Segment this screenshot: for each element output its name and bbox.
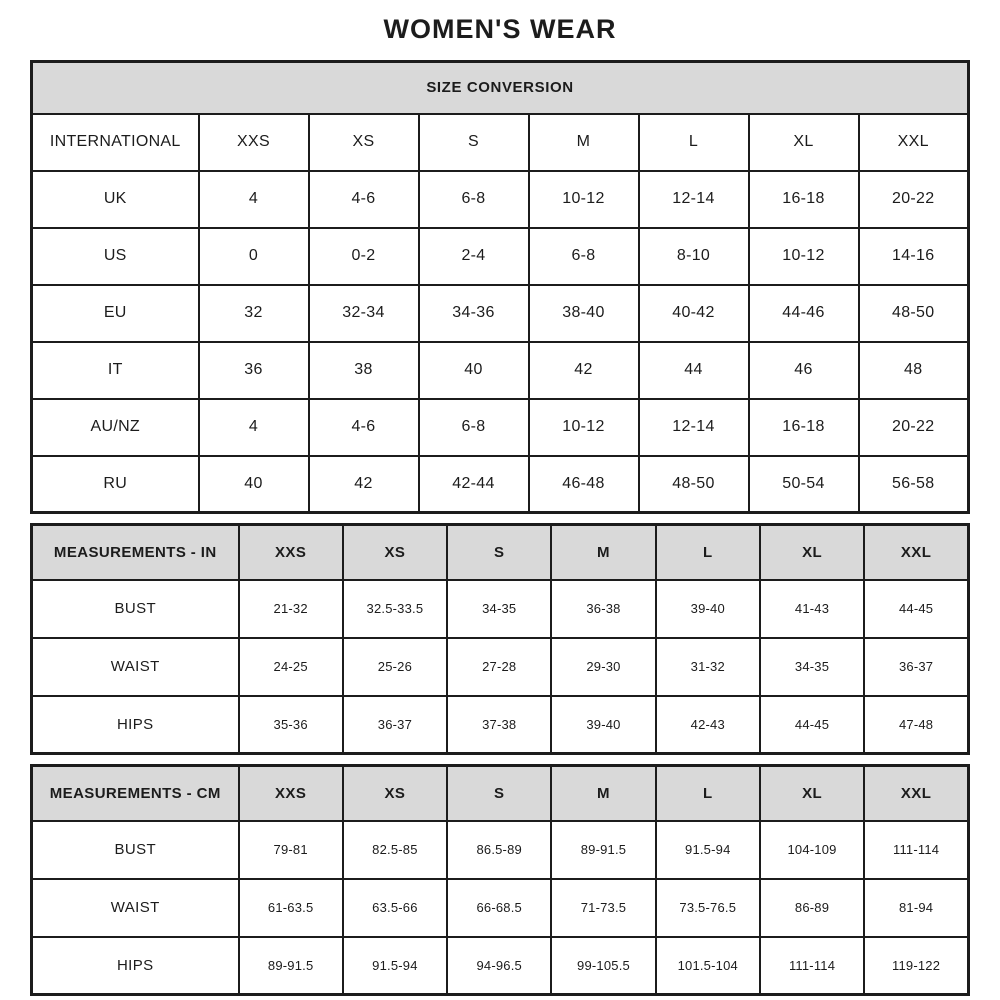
size-header-cell: XS [343, 766, 447, 821]
table-row [32, 228, 969, 285]
table-cell: 0-2 [309, 228, 419, 285]
table-cell: 82.5-85 [343, 821, 447, 879]
column-header-row [32, 525, 969, 580]
table-cell: 16-18 [749, 399, 859, 456]
page-title: WOMEN'S WEAR [383, 14, 617, 44]
row-label-cell: BUST [32, 821, 239, 879]
size-header-cell: L [656, 525, 760, 580]
column-header-row [32, 766, 969, 821]
table-cell: 35-36 [239, 696, 343, 754]
table-cell: 119-122 [864, 937, 968, 995]
size-header-cell: S [447, 525, 551, 580]
row-label-cell: UK [32, 171, 199, 228]
table-cell: 32 [199, 285, 309, 342]
row-label-cell: EU [32, 285, 199, 342]
table-cell: 38 [309, 342, 419, 399]
table-cell: 10-12 [749, 228, 859, 285]
table-cell: 20-22 [859, 399, 969, 456]
column-header-cell: XXS [199, 114, 309, 171]
table-cell: 31-32 [656, 638, 760, 696]
table-row [32, 696, 969, 754]
table-row [32, 879, 969, 937]
row-label-cell: IT [32, 342, 199, 399]
size-header-cell: XXL [864, 525, 968, 580]
row-label-cell: HIPS [32, 937, 239, 995]
table-cell: 79-81 [239, 821, 343, 879]
size-header-cell: M [551, 525, 655, 580]
measurements-in-table [30, 523, 970, 755]
table-cell: 40 [199, 456, 309, 513]
size-header-cell: XS [343, 525, 447, 580]
table-cell: 14-16 [859, 228, 969, 285]
row-label-cell: RU [32, 456, 199, 513]
table-cell: 44-45 [760, 696, 864, 754]
table-cell: 24-25 [239, 638, 343, 696]
table-cell: 73.5-76.5 [656, 879, 760, 937]
column-header-cell: XXL [859, 114, 969, 171]
table-cell: 12-14 [639, 171, 749, 228]
column-header-cell: XL [749, 114, 859, 171]
table-cell: 36-37 [864, 638, 968, 696]
table-cell: 2-4 [419, 228, 529, 285]
table-cell: 48-50 [859, 285, 969, 342]
table-cell: 42 [309, 456, 419, 513]
table-cell: 4 [199, 171, 309, 228]
table-cell: 6-8 [529, 228, 639, 285]
table-cell: 111-114 [760, 937, 864, 995]
table-cell: 48-50 [639, 456, 749, 513]
table-cell: 89-91.5 [239, 937, 343, 995]
table-cell: 39-40 [551, 696, 655, 754]
table-cell: 34-35 [447, 580, 551, 638]
row-label-cell: HIPS [32, 696, 239, 754]
table-cell: 86.5-89 [447, 821, 551, 879]
table-cell: 42 [529, 342, 639, 399]
table-cell: 39-40 [656, 580, 760, 638]
column-header-cell: L [639, 114, 749, 171]
table-row [32, 456, 969, 513]
table-cell: 42-43 [656, 696, 760, 754]
table-row [32, 821, 969, 879]
table-cell: 32-34 [309, 285, 419, 342]
table-row [32, 638, 969, 696]
table-row [32, 399, 969, 456]
table-cell: 86-89 [760, 879, 864, 937]
table-cell: 27-28 [447, 638, 551, 696]
column-header-cell: XS [309, 114, 419, 171]
row-label-cell: BUST [32, 580, 239, 638]
column-header-row [32, 114, 969, 171]
table-cell: 4-6 [309, 171, 419, 228]
measurements-cm-header: MEASUREMENTS - CM [32, 766, 239, 821]
table-cell: 4-6 [309, 399, 419, 456]
size-header-cell: M [551, 766, 655, 821]
table-cell: 29-30 [551, 638, 655, 696]
table-row [32, 937, 969, 995]
table-cell: 44-46 [749, 285, 859, 342]
table-cell: 6-8 [419, 171, 529, 228]
table-cell: 36-38 [551, 580, 655, 638]
table-cell: 10-12 [529, 399, 639, 456]
measurements-in-header: MEASUREMENTS - IN [32, 525, 239, 580]
table-cell: 61-63.5 [239, 879, 343, 937]
table-row [32, 285, 969, 342]
table-cell: 40 [419, 342, 529, 399]
table-cell: 0 [199, 228, 309, 285]
table-row [32, 342, 969, 399]
table-cell: 6-8 [419, 399, 529, 456]
table-cell: 101.5-104 [656, 937, 760, 995]
table-cell: 48 [859, 342, 969, 399]
size-header-cell: XL [760, 766, 864, 821]
table-cell: 71-73.5 [551, 879, 655, 937]
table-cell: 40-42 [639, 285, 749, 342]
table-cell: 44-45 [864, 580, 968, 638]
table-cell: 12-14 [639, 399, 749, 456]
table-cell: 34-36 [419, 285, 529, 342]
table-cell: 32.5-33.5 [343, 580, 447, 638]
table-cell: 63.5-66 [343, 879, 447, 937]
size-header-cell: XXS [239, 766, 343, 821]
table-cell: 36 [199, 342, 309, 399]
table-cell: 81-94 [864, 879, 968, 937]
table-cell: 46-48 [529, 456, 639, 513]
table-banner-row [32, 62, 969, 114]
table-cell: 10-12 [529, 171, 639, 228]
table-cell: 50-54 [749, 456, 859, 513]
column-header-cell: INTERNATIONAL [32, 114, 199, 171]
table-row [32, 171, 969, 228]
row-label-cell: WAIST [32, 638, 239, 696]
size-header-cell: XL [760, 525, 864, 580]
table-cell: 42-44 [419, 456, 529, 513]
table-cell: 41-43 [760, 580, 864, 638]
table-cell: 94-96.5 [447, 937, 551, 995]
size-conversion-table [30, 60, 970, 514]
table-cell: 91.5-94 [656, 821, 760, 879]
table-cell: 8-10 [639, 228, 749, 285]
size-header-cell: L [656, 766, 760, 821]
table-row [32, 580, 969, 638]
table-cell: 38-40 [529, 285, 639, 342]
table-cell: 56-58 [859, 456, 969, 513]
table-cell: 91.5-94 [343, 937, 447, 995]
size-conversion-header: SIZE CONVERSION [32, 62, 969, 114]
table-cell: 25-26 [343, 638, 447, 696]
size-header-cell: S [447, 766, 551, 821]
table-cell: 104-109 [760, 821, 864, 879]
row-label-cell: US [32, 228, 199, 285]
table-cell: 66-68.5 [447, 879, 551, 937]
size-header-cell: XXS [239, 525, 343, 580]
table-cell: 4 [199, 399, 309, 456]
measurements-cm-table [30, 764, 970, 996]
table-cell: 36-37 [343, 696, 447, 754]
size-header-cell: XXL [864, 766, 968, 821]
table-cell: 44 [639, 342, 749, 399]
table-cell: 47-48 [864, 696, 968, 754]
column-header-cell: S [419, 114, 529, 171]
table-cell: 20-22 [859, 171, 969, 228]
column-header-cell: M [529, 114, 639, 171]
table-cell: 34-35 [760, 638, 864, 696]
table-cell: 99-105.5 [551, 937, 655, 995]
table-cell: 21-32 [239, 580, 343, 638]
row-label-cell: WAIST [32, 879, 239, 937]
table-cell: 46 [749, 342, 859, 399]
table-cell: 37-38 [447, 696, 551, 754]
table-cell: 89-91.5 [551, 821, 655, 879]
table-cell: 111-114 [864, 821, 968, 879]
table-cell: 16-18 [749, 171, 859, 228]
row-label-cell: AU/NZ [32, 399, 199, 456]
